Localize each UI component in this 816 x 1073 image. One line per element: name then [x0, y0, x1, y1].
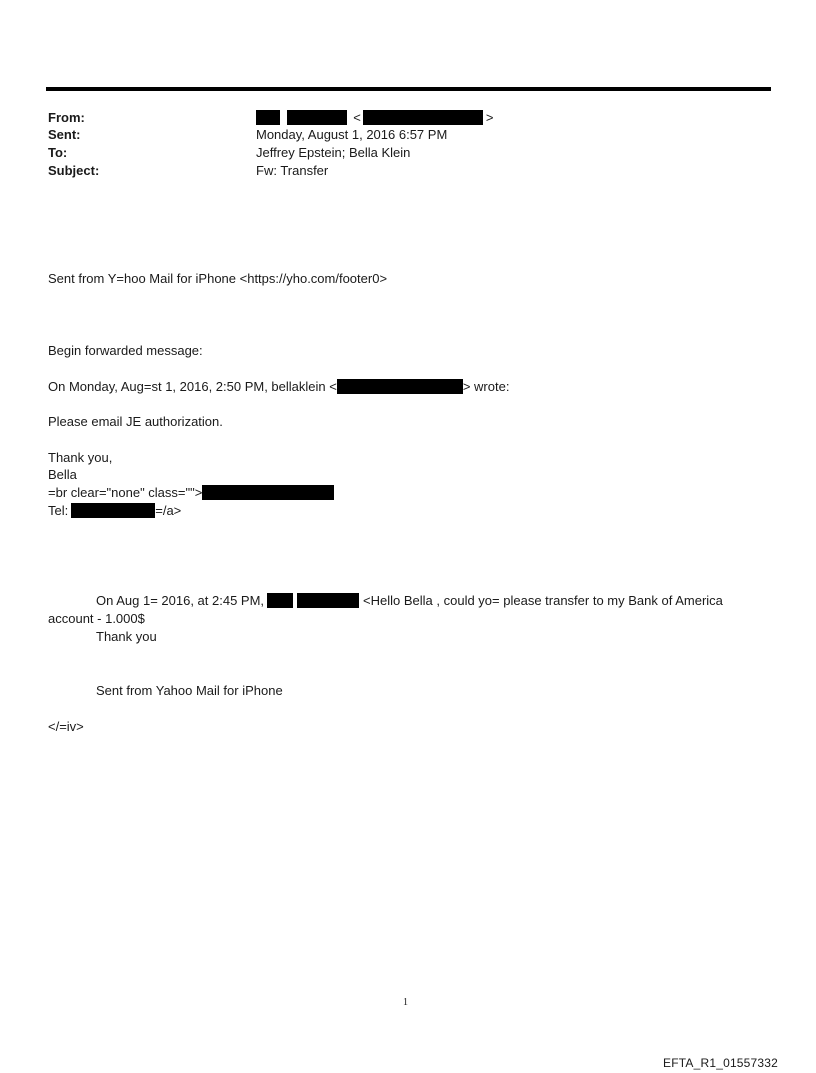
br-line-text: =br clear="none" class=""> [48, 485, 203, 500]
on-aug-line [96, 593, 723, 609]
on-monday-prefix: On Monday, Aug=st 1, 2016, 2:50 PM, bellaklein < [48, 379, 337, 394]
on-aug-suffix: <Hello Bella , could yo= please transfer to my Bank of America [363, 593, 723, 608]
sent-from-yahoo-line: Sent from Yahoo Mail for iPhone [96, 683, 283, 698]
header-rule [46, 87, 771, 91]
redaction-block [287, 110, 347, 125]
sent-value: Monday, August 1, 2016 6:57 PM [256, 127, 448, 142]
on-monday-line [48, 379, 509, 395]
signature-name: Bella [48, 467, 77, 482]
redaction-block [71, 503, 155, 518]
from-lt: < [353, 110, 361, 125]
redaction-block [267, 593, 293, 608]
to-label: To: [48, 145, 68, 160]
account-line: account - 1.000$ [48, 611, 145, 626]
thank-you-line: Thank you, [48, 450, 113, 465]
closing-tag-line: </=iv> [48, 719, 84, 734]
please-email-line: Please email JE authorization. [48, 414, 223, 429]
from-gt: > [485, 110, 494, 125]
subject-value: Fw: Transfer [256, 163, 329, 178]
br-line [48, 485, 334, 501]
bates-number: EFTA_R1_01557332 [663, 1056, 779, 1070]
redaction-block [202, 485, 334, 500]
tel-line [48, 503, 181, 519]
thank-you-2-line: Thank you [96, 629, 157, 644]
to-value: Jeffrey Epstein; Bella Klein [256, 145, 411, 160]
from-value [256, 110, 493, 126]
sent-from-line: Sent from Y=hoo Mail for iPhone <https://yho.com/footer0> [48, 271, 388, 286]
on-monday-suffix: > wrote: [462, 379, 510, 394]
on-aug-prefix: On Aug 1= 2016, at 2:45 PM, [96, 593, 265, 608]
tel-suffix: =/a> [155, 503, 182, 518]
tel-prefix: Tel: [48, 503, 69, 518]
begin-forwarded-line: Begin forwarded message: [48, 343, 203, 358]
redaction-block [337, 379, 463, 394]
redaction-block [363, 110, 483, 125]
redaction-block [256, 110, 280, 125]
page-number: 1 [403, 997, 408, 1008]
subject-label: Subject: [48, 163, 100, 178]
sent-label: Sent: [48, 127, 81, 142]
redaction-block [297, 593, 359, 608]
from-label: From: [48, 110, 85, 125]
